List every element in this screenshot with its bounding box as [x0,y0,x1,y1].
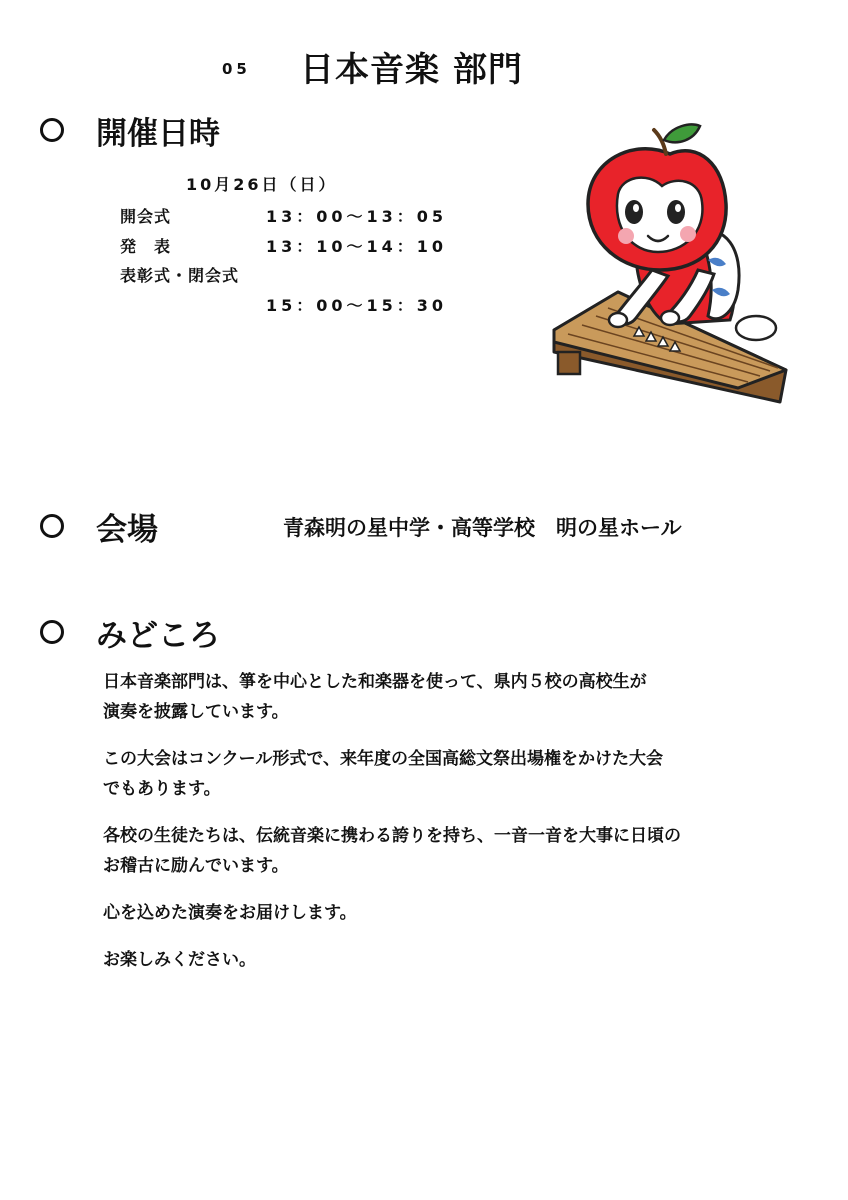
venue-name: 青森明の星中学・高等学校 明の星ホール [283,516,682,540]
circle-bullet-icon [40,620,64,644]
apple-head-icon [588,125,726,270]
circle-bullet-icon [40,118,64,142]
circle-bullet-icon [40,514,64,538]
paragraph [103,821,793,881]
paragraph [103,744,793,804]
paragraph-line: でもあります。 [103,779,221,799]
section-title: みどころ [96,618,220,654]
paragraph-line: 演奏を披露しています。 [103,702,289,722]
schedule-label: 発 表 [120,237,172,256]
paragraph-line: お楽しみください。 [103,950,256,970]
paragraph [103,667,793,727]
page-header [0,40,848,90]
section-title: 開催日時 [96,116,220,152]
schedule-time: 13：00～13：05 [266,207,448,226]
paragraph-line: 心を込めた演奏をお届けします。 [103,903,357,923]
paragraph-line: 日本音楽部門は、箏を中心とした和楽器を使って、県内５校の高校生が [103,672,647,692]
paragraph [103,898,793,928]
apple-mascot-koto-illustration [548,120,792,410]
event-date: 10月26日（日） [186,175,338,194]
schedule-label: 開会式 [120,207,172,226]
schedule-label: 表彰式・閉会式 [120,266,240,285]
schedule-time: 13：10～14：10 [266,237,448,256]
schedule-time: 15：00～15：30 [266,296,448,315]
paragraph-line: 各校の生徒たちは、伝統音楽に携わる誇りを持ち、一音一音を大事に日頃の [103,826,681,846]
highlights-text [103,667,793,992]
page-title: 日本音楽 部門 [300,50,523,90]
paragraph [103,945,793,975]
paragraph-line: お稽古に励んでいます。 [103,856,289,876]
section-title: 会場 [96,512,158,548]
section-number: 05 [222,60,251,78]
paragraph-line: この大会はコンクール形式で、来年度の全国高総文祭出場権をかけた大会 [103,749,663,769]
